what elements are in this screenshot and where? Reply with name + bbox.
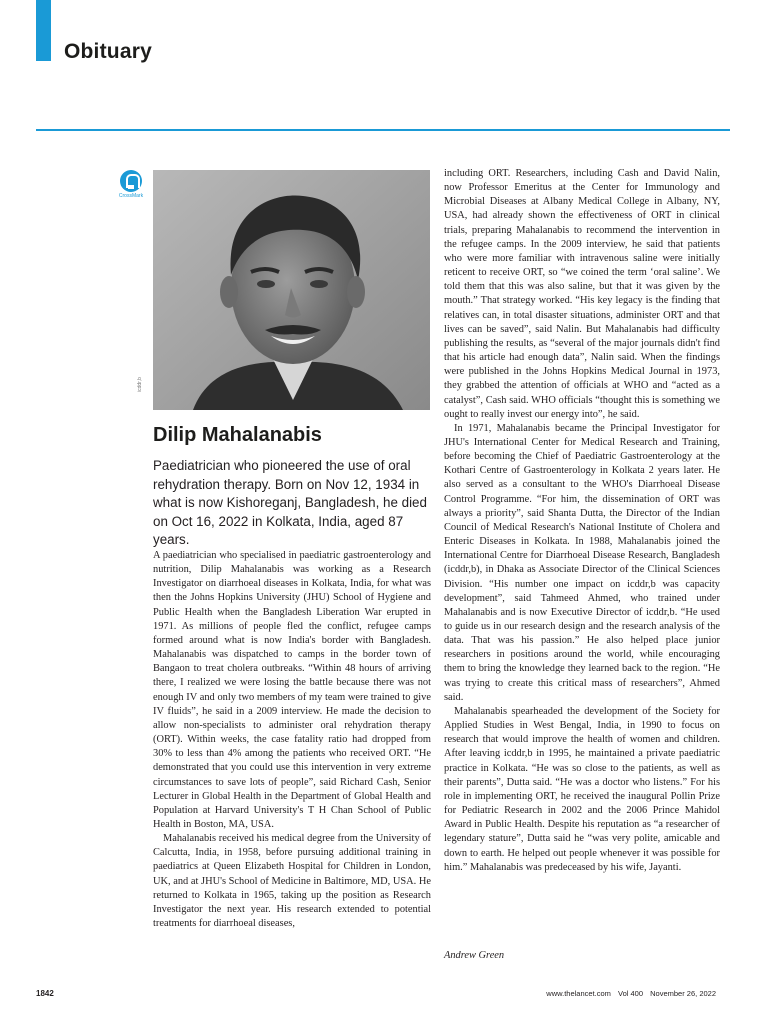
body-paragraph: A paediatrician who specialised in paediatric gastroenterology and nutrition, Dilip Mahalanabis was working as a Research Investigator on diarrhoeal diseases in Kolkata, India, for what was then the Johns Hopkins University (JHU) School of Hygiene and Public Health when the Bangladesh Liberation War erupted in 1971. As millions of people fled the conflict, refugee camps formed around what is now India's border with Bangladesh. Mahalanabis was dispatched to camps in the border town of Bangaon to treat cholera outbreaks. “Within 48 hours of arriving there, I realized we were losing the battle because there was not enough IV and only two members of my team were trained to give IV fluids”, he said in a 2009 interview. He made the decision to allow non-specialists to administer oral rehydration therapy (ORT). Within weeks, the case fatality ratio had dropped from 30% to less than 4% among the patients who received ORT. “He demonstrated that you could use this intervention in very extreme circumstances to save lots of people”, said Richard Cash, Senior Lecturer in Global Health in the Department of Global Health and Population at Harvard University's T H Chan School of Public Health in Boston, MA, USA. (153, 550, 431, 830)
journal-footer (541, 989, 716, 998)
journal-website-link[interactable]: www.thelancet.com (546, 989, 611, 998)
portrait-photo (153, 170, 430, 410)
issue-date: November 26, 2022 (650, 989, 716, 998)
section-title: Obituary (64, 40, 152, 63)
body-paragraph: Mahalanabis received his medical degree from the University of Calcutta, India, in 1958, before pursuing additional training in paediatrics at Queen Elizabeth Hospital for Children in London, UK, and at JHU's School of Medicine in Baltimore, MD, USA. He returned to Kolkata in 1965, taking up the position as Research Investigator the next year. His research extended to potential treatments for diarrhoeal diseases, (153, 833, 431, 930)
standfirst: Paediatrician who pioneered the use of oral rehydration therapy. Born on Nov 12, 1934 in what is now Kishoreganj, Bangladesh, he died on Oct 16, 2022 in Kolkata, India, aged 87 years. (153, 458, 427, 548)
journal-volume: Vol 400 (618, 989, 644, 998)
author-byline: Andrew Green (444, 950, 505, 961)
page-number: 1842 (36, 989, 54, 998)
body-column-left (153, 549, 431, 931)
body-paragraph: Mahalanabis spearheaded the development of the Society for Applied Studies in West Bengal, India, in 1990 to focus on research that would improve the health of women and children. After leaving icddr,b in 1995, he maintained a private paediatric practice in Kolkata. “He was so close to the patients, as well as their parents”, Dutta said. “He was a doctor who listens.” For his role in implementing ORT, he received the inaugural Pollin Prize for Pediatric Research in 2002 and the 2006 Prince Mahidol Award in Public Health. Despite his reputation as “a researcher of legendary stature”, Dutta said he “was very polite, amicable and down to earth. He helped out people whenever it was possible for him.” Mahalanabis was predeceased by his wife, Jayanti. (444, 705, 720, 873)
crossmark-icon (120, 170, 142, 192)
obituary-name: Dilip Mahalanabis (153, 424, 322, 446)
header-rule (36, 129, 730, 131)
body-paragraph: In 1971, Mahalanabis became the Principal Investigator for JHU's International Center for Medical Research and Training, before becoming the Chief of Paediatric Gastroenterology at the Kothari Centre of Gastroenterology in Kolkata 2 years later. He also served as a consultant to the WHO's Diarrhoeal Disease Control Programme. “For him, the dissemination of ORT was always a priority”, said Shanta Dutta, the Director of the Indian Council of Medical Research's National Institute of Cholera and Enteric Diseases in Kolkata. In 1988, Mahalanabis joined the International Centre for Diarrhoeal Disease Research, Bangladesh (icddr,b), in Dhaka as Associate Director of the Clinical Sciences Division. “His number one impact on icddr,b was capacity development”, said Tahmeed Ahmed, who trained under Mahalanabis and is now Executive Director of icddr,b. “He used to guide us in our research design and the research analysis of the data. That was his passion.” He also helped place junior researchers in positions around the world, while encouraging them to bring the knowledge they learned back to the region. “He was trying to create this critical mass of researchers”, Ahmed said. (444, 422, 720, 703)
body-paragraph: including ORT. Researchers, including Cash and David Nalin, now Professor Emeritus at the Center for Immunology and Microbial Diseases at Albany Medical College in Albany, NY, USA, had already shown the effectiveness of ORT in clinical trials, preparing Mahalanabis to recommend the intervention in the refugee camps. In the 2009 interview, he said that patients who were more familiar with intravenous saline were initially reticent to receive ORT, so “we coined the term ‘oral saline’. We told them that this was also saline, but that it was given by the mouth.” That strategy worked. “His key legacy is the finding that relatives can, in total disaster situations, administer ORT and that lives can be saved”, said Nalin. But Mahalanabis had difficulty publishing the results, as “several of the major journals didn't find that his article had enough data”, Nalin said. When the findings were published in the Johns Hopkins Medical Journal in 1973, they grabbed the attention of officials at WHO and “acted as a catalyst”, Cash said. WHO officials “thought this is something we ought to really invest our energy into”, he said. (444, 168, 720, 420)
body-column-right (444, 167, 720, 875)
section-accent-bar (36, 0, 51, 61)
crossmark-label: CrossMark (118, 193, 144, 199)
photo-credit: icddr,b (137, 377, 143, 392)
crossmark-badge[interactable] (116, 170, 146, 199)
portrait-illustration (153, 170, 430, 410)
